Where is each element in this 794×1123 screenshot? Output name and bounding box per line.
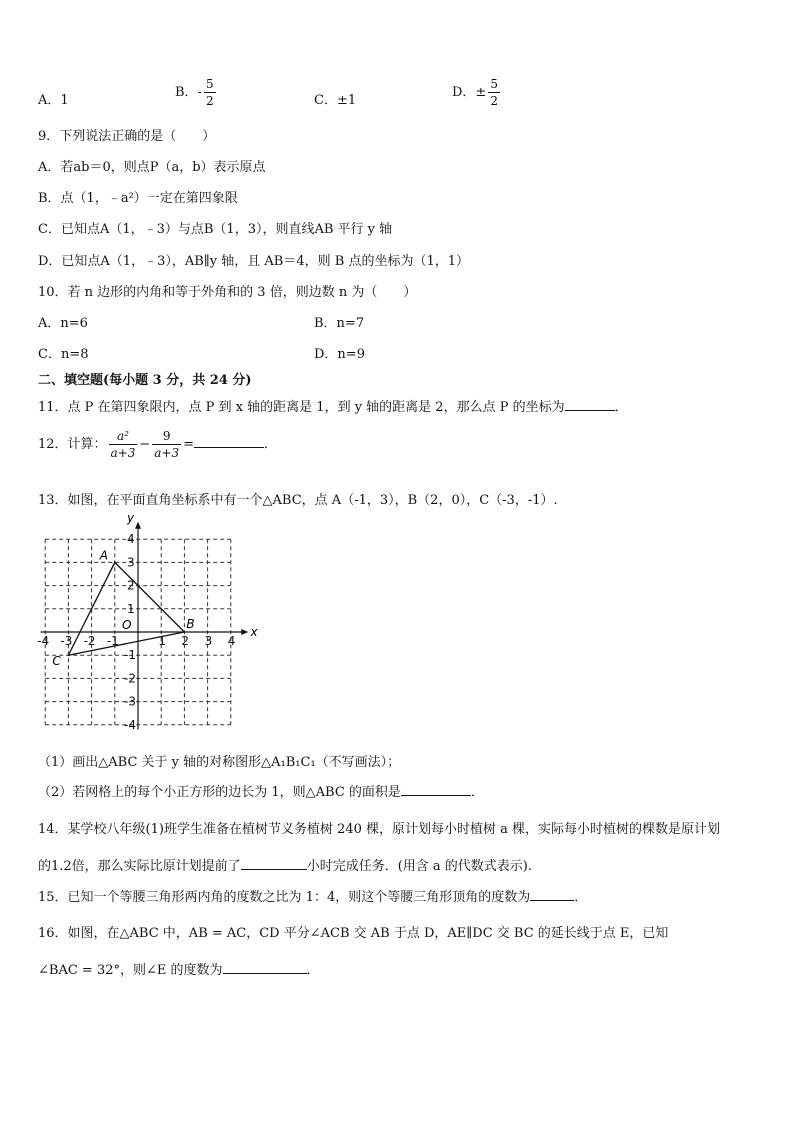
q10-option-a: A．n=6 (38, 316, 88, 331)
q11: 11．点 P 在第四象限内，点 P 到 x 轴的距离是 1，到 y 轴的距离是 2，那么点 P 的坐标为 ． (38, 400, 628, 415)
q13-part2-text: （2）若网格上的每个小正方形的边长为 1，则△ABC 的面积是 (38, 785, 401, 800)
y-tick-label: -1 (124, 648, 136, 663)
q14-line2-b: 小时完成任务．(用含 a 的代数式表示). (306, 859, 532, 874)
q8-option-b-prefix: B．- (175, 85, 202, 100)
y-tick-label: 3 (127, 555, 135, 570)
q13-part1: （1）画出△ABC 关于 y 轴的对称图形△A₁B₁C₁（不写画法）； (38, 755, 401, 770)
q12-fraction-2 (152, 430, 181, 459)
x-tick-label: -1 (106, 634, 119, 648)
q8-b-numerator: 5 (205, 77, 214, 91)
q13-stem: 13．如图，在平面直角坐标系中有一个△ABC，点 A（-1，3），B（2，0），C（-3，-1）. (38, 493, 558, 508)
origin-label: O (122, 618, 132, 632)
y-axis-label: y (127, 514, 135, 525)
q9-option-d: D．已知点A（1，﹣3），AB∥y 轴，且 AB＝4，则 B 点的坐标为（1，1） (38, 254, 469, 269)
q14-line2-a: 的1.2倍，那么实际比原计划提前了 (38, 859, 241, 874)
q8-option-b-fraction (204, 78, 216, 107)
y-tick-label: 2 (127, 578, 135, 593)
x-axis-label: x (250, 625, 258, 639)
q15-text: 15．已知一个等腰三角形两内角的度数之比为 1：4，则这个等腰三角形顶角的度数为 (38, 890, 531, 905)
q8-option-d-prefix: D．± (452, 85, 487, 100)
q14-line1: 14．某学校八年级(1)班学生准备在植树节义务植树 240 棵，原计划每小时植树 a 棵，实际每小时植树的棵数是原计划 (38, 822, 721, 837)
y-tick-label: 1 (127, 601, 135, 616)
q16-line1: 16．如图，在△ABC 中，AB = AC，CD 平分∠ACB 交 AB 于点 D，AE∥DC 交 BC 的延长线于点 E，已知 (38, 926, 669, 941)
axes (41, 522, 249, 730)
x-tick-label: 2 (181, 634, 190, 648)
q12-numerator-1: a² (116, 429, 129, 443)
q10-stem: 10．若 n 边形的内角和等于外角和的 3 倍，则边数 n 为（ ） (38, 285, 417, 300)
q8-option-a: A．1 (38, 93, 69, 108)
q12-fraction-1 (109, 430, 138, 459)
q9-stem: 9．下列说法正确的是（ ） (38, 129, 216, 144)
q16-line2-text: ∠BAC = 32°，则∠E 的度数为 (38, 963, 223, 978)
q12: 12．计算： $\frac{\text{a²}}{a+3}$ − $\frac{9}{a+3}$ = ． (38, 429, 278, 460)
q16-answer-blank (223, 961, 307, 974)
vertex-a-label: A (99, 548, 109, 563)
q10-option-b: B．n=7 (314, 316, 365, 331)
q8-d-denominator: 2 (490, 94, 498, 108)
x-tick-label: 1 (158, 634, 166, 648)
x-tick-label: -4 (37, 634, 50, 648)
vertex-c-label: C (52, 654, 61, 669)
coordinate-grid-figure (30, 514, 260, 736)
vertex-b-label: B (186, 617, 195, 631)
x-tick-label: 4 (227, 634, 236, 648)
q8-d-numerator: 5 (490, 77, 498, 91)
q12-answer-blank (194, 435, 264, 448)
x-axis-arrow (241, 629, 248, 635)
section-heading-fill-in: 二、填空题(每小题 3 分，共 24 分) (38, 373, 252, 388)
q15-answer-blank (530, 888, 574, 901)
q15: 15．已知一个等腰三角形两内角的度数之比为 1：4，则这个等腰三角形顶角的度数为 ． (38, 890, 588, 905)
q13-answer-blank (401, 783, 471, 796)
q11-text: 11．点 P 在第四象限内，点 P 到 x 轴的距离是 1，到 y 轴的距离是 2，那么点 P 的坐标为 (38, 400, 565, 415)
q8-option-d-fraction (488, 78, 500, 107)
y-tick-label: -4 (124, 717, 136, 732)
q8-option-c: C．±1 (314, 93, 357, 108)
q8-b-denominator: 2 (205, 94, 214, 108)
q12-denominator-2: a+3 (154, 446, 180, 460)
q16-line2: ∠BAC = 32°，则∠E 的度数为 ． (38, 963, 320, 978)
q12-numerator-2: 9 (162, 429, 171, 443)
q8-option-d (452, 78, 502, 107)
q8-option-b (175, 78, 218, 107)
q9-option-b: B．点（1，﹣a²）一定在第四象限 (38, 191, 238, 206)
y-tick-label: -3 (124, 694, 136, 709)
q11-answer-blank (565, 398, 615, 411)
q9-option-c: C．已知点A（1，﹣3）与点B（1，3），则直线AB 平行 y 轴 (38, 222, 393, 237)
q10-option-d: D．n=9 (314, 347, 365, 362)
q13-part2: （2）若网格上的每个小正方形的边长为 1，则△ABC 的面积是 ． (38, 785, 484, 800)
x-tick-label: 3 (204, 634, 213, 648)
q14-answer-blank (241, 857, 307, 870)
x-tick-label: -2 (83, 634, 96, 648)
q12-minus: − (139, 437, 151, 452)
x-tick-label: -3 (60, 634, 73, 648)
y-tick-label: -2 (124, 671, 136, 686)
q9-option-a: A．若ab＝0，则点P（a，b）表示原点 (38, 160, 266, 175)
q12-label: 12．计算： (38, 437, 107, 452)
q10-option-c: C．n=8 (38, 347, 89, 362)
q12-denominator-1: a+3 (110, 446, 136, 460)
y-axis-arrow (135, 522, 141, 529)
q14-line2 (38, 855, 532, 874)
q12-equals: = (183, 437, 195, 452)
y-tick-label: 4 (127, 532, 135, 547)
